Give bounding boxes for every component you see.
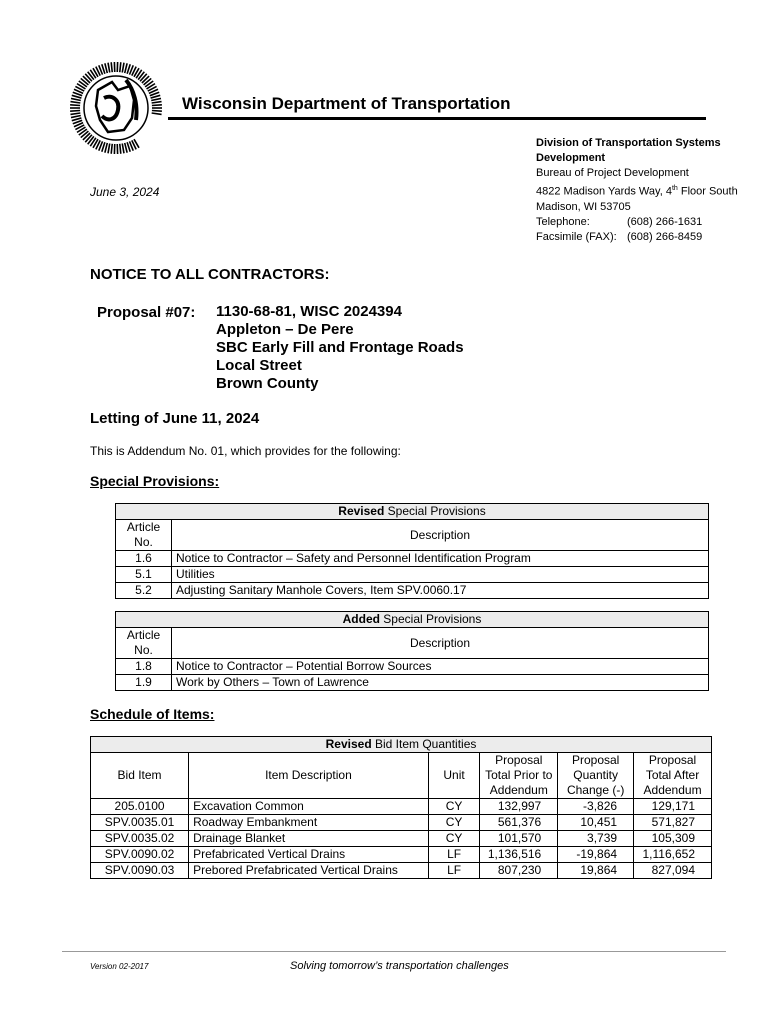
- telephone-number: (608) 266-1631: [627, 216, 703, 228]
- proposal-line: Local Street: [216, 357, 302, 374]
- proposal-details: [216, 303, 464, 393]
- table-row: 1.6 Notice to Contractor – Safety and Personnel Identification Program: [116, 551, 709, 567]
- proposal-line: SBC Early Fill and Frontage Roads: [216, 339, 464, 356]
- table-caption: Revised Bid Item Quantities: [91, 737, 712, 753]
- table-row: 5.2 Adjusting Sanitary Manhole Covers, Item SPV.0060.17: [116, 583, 709, 599]
- table-caption: Revised Special Provisions: [116, 504, 709, 520]
- column-header-description: Description: [172, 520, 709, 551]
- schedule-heading: Schedule of Items:: [90, 706, 215, 722]
- column-header-item-description: Item Description: [189, 753, 429, 799]
- column-header-prior: Proposal Total Prior to Addendum: [480, 753, 558, 799]
- table-row: SPV.0090.02 Prefabricated Vertical Drains LF 1,136,516 -19,864 1,116,652: [91, 847, 712, 863]
- bureau-name: Bureau of Project Development: [536, 167, 689, 179]
- column-header-after: Proposal Total After Addendum: [634, 753, 712, 799]
- column-header-article: Article No.: [116, 628, 172, 659]
- column-header-description: Description: [172, 628, 709, 659]
- proposal-label: Proposal #07:: [97, 304, 196, 321]
- contact-block: [536, 215, 702, 245]
- revised-provisions-table: [115, 503, 709, 599]
- telephone-label: Telephone:: [536, 216, 590, 228]
- table-row: SPV.0035.02 Drainage Blanket CY 101,570 3,739 105,309: [91, 831, 712, 847]
- address-line-1: 4822 Madison Yards Way, 4th Floor South: [536, 185, 738, 198]
- fax-number: (608) 266-8459: [627, 231, 703, 243]
- table-row: SPV.0035.01 Roadway Embankment CY 561,376 10,451 571,827: [91, 815, 712, 831]
- special-provisions-heading: Special Provisions:: [90, 473, 220, 489]
- proposal-line: Brown County: [216, 375, 319, 392]
- notice-title: NOTICE TO ALL CONTRACTORS:: [90, 266, 330, 283]
- header-rule: [168, 117, 706, 120]
- table-row: 5.1 Utilities: [116, 567, 709, 583]
- footer-rule: [62, 951, 726, 952]
- column-header-bid-item: Bid Item: [91, 753, 189, 799]
- table-row: SPV.0090.03 Prebored Prefabricated Vertical Drains LF 807,230 19,864 827,094: [91, 863, 712, 879]
- footer-slogan: Solving tomorrow’s transportation challenges: [290, 960, 509, 972]
- letter-date: June 3, 2024: [90, 185, 160, 199]
- table-row: 205.0100 Excavation Common CY 132,997 -3,826 129,171: [91, 799, 712, 815]
- wisdot-logo-icon: [68, 60, 168, 156]
- agency-name: Wisconsin Department of Transportation: [182, 94, 511, 113]
- column-header-article: Article No.: [116, 520, 172, 551]
- table-row: 1.8 Notice to Contractor – Potential Borrow Sources: [116, 659, 709, 675]
- table-caption: Added Special Provisions: [116, 612, 709, 628]
- column-header-change: Proposal Quantity Change (-): [558, 753, 634, 799]
- table-row: 1.9 Work by Others – Town of Lawrence: [116, 675, 709, 691]
- proposal-line: Appleton – De Pere: [216, 321, 354, 338]
- address-line-2: Madison, WI 53705: [536, 200, 631, 213]
- division-name: Division of Transportation Systems Development: [536, 137, 721, 164]
- intro-text: This is Addendum No. 01, which provides for the following:: [90, 444, 401, 458]
- column-header-unit: Unit: [428, 753, 480, 799]
- added-provisions-table: [115, 611, 709, 691]
- proposal-line: 1130-68-81, WISC 2024394: [216, 303, 402, 320]
- letting-date: Letting of June 11, 2024: [90, 410, 260, 427]
- division-block: [536, 136, 761, 215]
- bid-items-table: [90, 736, 712, 879]
- fax-label: Facsimile (FAX):: [536, 231, 617, 243]
- version-label: Version 02-2017: [90, 962, 149, 971]
